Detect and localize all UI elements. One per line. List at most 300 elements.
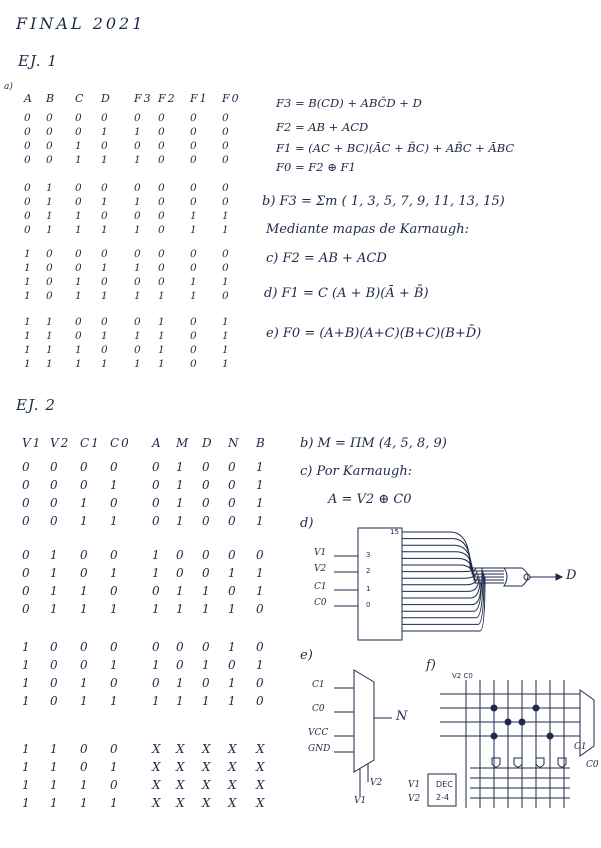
ex1-cell: 1 <box>222 330 229 342</box>
ex1-cell: 0 <box>75 182 82 194</box>
ex2-header-n: N <box>228 436 241 450</box>
ex1-cell: 0 <box>75 196 82 208</box>
ex1-cell: 1 <box>75 154 82 166</box>
ex1-cell: 0 <box>101 210 108 222</box>
ex2-cell: 1 <box>22 640 30 654</box>
ex1-cell: 0 <box>222 140 229 152</box>
ex2-cell: 1 <box>202 694 210 708</box>
ex1-cell: 1 <box>101 196 108 208</box>
ex2-cell: 0 <box>80 742 88 756</box>
ex2-header-c1: C1 <box>80 436 101 450</box>
ex1-cell: 1 <box>46 210 53 222</box>
ex2-cell: 1 <box>50 760 58 774</box>
ex1-cell: 0 <box>134 276 141 288</box>
ex2-cell: X <box>256 760 265 774</box>
ex1-cell: 0 <box>190 358 197 370</box>
ex2-cell: 0 <box>80 640 88 654</box>
ex1-part-c: c) F2 = AB + ACD <box>266 251 387 266</box>
ex2-cell: 0 <box>50 478 58 492</box>
mux-e-sel-v2: V2 <box>370 778 383 788</box>
ex1-cell: 1 <box>46 344 53 356</box>
ex1-cell: 0 <box>101 140 108 152</box>
ex2-cell: 1 <box>256 514 264 528</box>
ex1-header-b: B <box>46 92 57 105</box>
ex1-cell: 0 <box>134 140 141 152</box>
ex2-cell: X <box>152 742 161 756</box>
ex2-cell: 0 <box>80 566 88 580</box>
ex1-cell: 0 <box>190 182 197 194</box>
ex2-header-v2: V2 <box>50 436 71 450</box>
ex1-cell: 0 <box>158 248 165 260</box>
ex2-cell: 0 <box>152 478 160 492</box>
ex2-cell: 1 <box>80 676 88 690</box>
ex1-cell: 1 <box>190 210 197 222</box>
ex2-cell: 1 <box>202 602 210 616</box>
ex1-cell: 1 <box>24 262 31 274</box>
mux-e-input-c1: C1 <box>312 680 325 690</box>
ex1-part-b: b) F3 = Σm ( 1, 3, 5, 7, 9, 11, 13, 15) <box>262 194 505 209</box>
ex2-cell: 1 <box>80 514 88 528</box>
ex2-cell: 1 <box>110 760 118 774</box>
ex1-cell: 1 <box>101 358 108 370</box>
ex2-cell: 1 <box>110 514 118 528</box>
ex1-cell: 1 <box>158 330 165 342</box>
ex1-cell: 0 <box>75 112 82 124</box>
ex1-cell: 1 <box>46 224 53 236</box>
ex2-cell: 1 <box>176 478 184 492</box>
ex2-cell: 1 <box>228 676 236 690</box>
ex1-cell: 0 <box>222 196 229 208</box>
ex1-cell: 1 <box>101 126 108 138</box>
ex2-label: EJ. 2 <box>16 396 56 414</box>
ex1-cell: 0 <box>75 330 82 342</box>
ex2-cell: 1 <box>110 602 118 616</box>
ex2-cell: 0 <box>80 460 88 474</box>
ex2-header-a: A <box>152 436 163 450</box>
ex1-cell: 1 <box>46 358 53 370</box>
pla-and-gate <box>514 758 522 767</box>
ex2-cell: 1 <box>228 640 236 654</box>
ex1-cell: 0 <box>101 316 108 328</box>
page-title: FINAL 2021 <box>16 14 146 33</box>
ex1-header-f3: F3 <box>134 92 153 105</box>
mux-input-v1: V1 <box>314 548 327 558</box>
ex2-cell: 1 <box>152 548 160 562</box>
pla-output-c0: C0 <box>586 760 599 770</box>
ex2-cell: 0 <box>228 478 236 492</box>
ex2-cell: 0 <box>228 658 236 672</box>
ex2-cell: 1 <box>22 796 30 810</box>
ex1-cell: 0 <box>101 276 108 288</box>
mux-pin-3: 3 <box>366 551 371 559</box>
ex2-cell: 1 <box>152 658 160 672</box>
pla-input-v1: V1 <box>408 780 421 790</box>
ex1-cell: 0 <box>134 316 141 328</box>
ex1-cell: 0 <box>46 262 53 274</box>
ex2-cell: 1 <box>176 602 184 616</box>
ex1-cell: 1 <box>46 196 53 208</box>
pla-connection-dot <box>519 719 525 725</box>
ex1-cell: 1 <box>75 224 82 236</box>
mux-pin-15: 15 <box>390 528 399 536</box>
ex2-cell: X <box>228 778 237 792</box>
ex1-cell: 1 <box>75 276 82 288</box>
ex2-cell: 0 <box>152 676 160 690</box>
ex2-cell: 1 <box>80 796 88 810</box>
ex2-cell: 0 <box>152 496 160 510</box>
ex2-cell: 0 <box>152 584 160 598</box>
mux-pin-2: 2 <box>366 567 371 575</box>
ex2-cell: 1 <box>22 676 30 690</box>
ex2-cell: 0 <box>228 548 236 562</box>
ex1-cell: 0 <box>24 154 31 166</box>
ex2-cell: X <box>202 760 211 774</box>
ex2-cell: 0 <box>176 658 184 672</box>
ex1-eq-f3: F3 = B(CD) + ABC̄D + D <box>276 96 422 110</box>
ex1-cell: 0 <box>158 112 165 124</box>
ex2-cell: X <box>202 742 211 756</box>
pla-and-gate <box>492 758 500 767</box>
ex2-cell: 0 <box>152 640 160 654</box>
ex2-cell: 1 <box>80 496 88 510</box>
pla-dec-label: DEC <box>436 780 453 789</box>
ex2-cell: 0 <box>202 514 210 528</box>
ex1-cell: 0 <box>190 262 197 274</box>
ex1-cell: 1 <box>24 276 31 288</box>
ex1-cell: 0 <box>46 154 53 166</box>
pla-connection-dot <box>491 705 497 711</box>
ex2-cell: 0 <box>80 658 88 672</box>
ex2-cell: 1 <box>50 796 58 810</box>
ex1-cell: 1 <box>75 140 82 152</box>
mux-e-sel-v1: V1 <box>354 796 367 806</box>
ex1-cell: 1 <box>46 182 53 194</box>
ex1-cell: 0 <box>158 276 165 288</box>
ex2-cell: X <box>228 742 237 756</box>
ex1-cell: 1 <box>134 290 141 302</box>
pla-connection-dot <box>533 705 539 711</box>
ex2-cell: 1 <box>50 742 58 756</box>
ex2-cell: 0 <box>110 548 118 562</box>
ex2-cell: 1 <box>228 602 236 616</box>
ex1-cell: 1 <box>75 344 82 356</box>
ex2-cell: 0 <box>110 778 118 792</box>
ex1-cell: 0 <box>190 196 197 208</box>
ex2-cell: 0 <box>50 658 58 672</box>
ex2-cell: 1 <box>176 496 184 510</box>
ex2-cell: 1 <box>110 566 118 580</box>
pla-input-v2: V2 <box>408 794 421 804</box>
ex2-cell: 1 <box>110 478 118 492</box>
ex2-cell: 1 <box>80 694 88 708</box>
ex2-cell: 0 <box>152 514 160 528</box>
ex2-cell: 0 <box>256 640 264 654</box>
ex2-cell: X <box>256 778 265 792</box>
ex2-cell: X <box>228 796 237 810</box>
ex1-header-d: D <box>101 92 112 105</box>
ex1-cell: 0 <box>222 248 229 260</box>
ex1-cell: 0 <box>101 112 108 124</box>
ex2-cell: 0 <box>202 496 210 510</box>
mux-input-v2: V2 <box>314 564 327 574</box>
ex1-cell: 0 <box>158 140 165 152</box>
ex1-cell: 1 <box>24 316 31 328</box>
ex1-cell: 1 <box>24 248 31 260</box>
ex1-cell: 0 <box>222 262 229 274</box>
ex2-cell: 1 <box>22 778 30 792</box>
ex2-cell: 0 <box>22 548 30 562</box>
ex1-cell: 0 <box>24 140 31 152</box>
pla-dec-size: 2-4 <box>436 793 450 802</box>
ex2-cell: 1 <box>256 584 264 598</box>
ex2-cell: 0 <box>50 676 58 690</box>
ex2-cell: 1 <box>50 778 58 792</box>
ex1-cell: 1 <box>24 290 31 302</box>
ex1-part-e: e) F0 = (A+B)(A+C)(B+C)(B+D̄) <box>266 326 482 341</box>
ex1-cell: 0 <box>158 262 165 274</box>
mux-e-input-c0: C0 <box>312 704 325 714</box>
ex2-cell: 0 <box>50 694 58 708</box>
ex1-cell: 0 <box>158 224 165 236</box>
ex1-cell: 1 <box>101 290 108 302</box>
ex1-cell: 1 <box>101 262 108 274</box>
ex1-cell: 1 <box>24 330 31 342</box>
ex1-cell: 1 <box>222 358 229 370</box>
ex1-header-c: C <box>75 92 86 105</box>
ex2-cell: 0 <box>22 584 30 598</box>
ex2-cell: 1 <box>176 460 184 474</box>
ex2-cell: 0 <box>228 460 236 474</box>
ex2-cell: 1 <box>256 658 264 672</box>
ex2-cell: 1 <box>110 658 118 672</box>
ex2-cell: 1 <box>176 514 184 528</box>
ex2-cell: 1 <box>256 566 264 580</box>
ex2-cell: 0 <box>50 460 58 474</box>
ex1-cell: 0 <box>190 316 197 328</box>
ex2-cell: 1 <box>80 778 88 792</box>
ex1-cell: 0 <box>134 182 141 194</box>
ex2-cell: 0 <box>202 566 210 580</box>
ex1-cell: 0 <box>101 182 108 194</box>
ex1-cell: 1 <box>190 276 197 288</box>
ex1-cell: 0 <box>222 126 229 138</box>
ex1-header-f1: F1 <box>190 92 209 105</box>
ex2-cell: 0 <box>228 496 236 510</box>
ex2-cell: 1 <box>176 584 184 598</box>
ex2-part-c-eq: A = V2 ⊕ C0 <box>328 492 412 507</box>
ex1-cell: 0 <box>46 112 53 124</box>
ex1-cell: 0 <box>46 276 53 288</box>
ex1-cell: 0 <box>24 224 31 236</box>
mux-output-d: D <box>566 568 577 583</box>
ex2-cell: 1 <box>50 548 58 562</box>
ex2-cell: X <box>256 742 265 756</box>
ex1-cell: 0 <box>222 290 229 302</box>
mux-pin-1: 1 <box>366 585 371 593</box>
pla-connection-dot <box>491 733 497 739</box>
ex2-cell: X <box>202 796 211 810</box>
mux-input-c1: C1 <box>314 582 327 592</box>
ex2-cell: 1 <box>80 602 88 616</box>
ex1-cell: 0 <box>134 112 141 124</box>
ex1-cell: 1 <box>134 196 141 208</box>
pla-output-c1: C1 <box>574 742 587 752</box>
ex2-header-m: M <box>176 436 191 450</box>
ex1-part-d: d) F1 = C (A + B)(Ā + B̄) <box>264 286 429 301</box>
ex1-cell: 1 <box>75 290 82 302</box>
ex1-cell: 1 <box>158 344 165 356</box>
ex1-cell: 0 <box>158 154 165 166</box>
ex2-cell: 1 <box>152 694 160 708</box>
ex1-cell: 1 <box>24 358 31 370</box>
ex2-cell: X <box>176 760 185 774</box>
ex1-cell: 0 <box>158 196 165 208</box>
ex2-cell: 0 <box>202 460 210 474</box>
ex1-header-f2: F2 <box>158 92 177 105</box>
pla-and-gate <box>536 758 544 767</box>
ex1-cell: 1 <box>134 262 141 274</box>
ex2-cell: 0 <box>80 548 88 562</box>
ex2-cell: X <box>256 796 265 810</box>
ex2-part-e-mark: e) <box>300 648 313 663</box>
ex1-cell: 1 <box>101 154 108 166</box>
ex1-cell: 1 <box>101 224 108 236</box>
ex1-cell: 0 <box>190 126 197 138</box>
ex1-cell: 1 <box>158 316 165 328</box>
ex1-cell: 0 <box>134 344 141 356</box>
ex2-cell: 1 <box>22 694 30 708</box>
ex2-cell: 0 <box>202 548 210 562</box>
ex2-cell: 1 <box>176 676 184 690</box>
ex2-cell: 1 <box>152 566 160 580</box>
ex2-cell: X <box>202 778 211 792</box>
ex1-cell: 1 <box>158 358 165 370</box>
ex2-cell: 0 <box>202 478 210 492</box>
ex2-cell: 0 <box>176 640 184 654</box>
ex2-cell: X <box>176 778 185 792</box>
ex1-cell: 1 <box>222 276 229 288</box>
ex2-part-b: b) M = ΠM (4, 5, 8, 9) <box>300 436 447 451</box>
ex2-cell: 0 <box>50 514 58 528</box>
ex2-cell: 1 <box>152 602 160 616</box>
ex2-cell: 0 <box>80 760 88 774</box>
ex2-cell: 0 <box>110 676 118 690</box>
ex2-header-c0: C0 <box>110 436 131 450</box>
ex1-cell: 1 <box>158 290 165 302</box>
ex2-header-v1: V1 <box>22 436 43 450</box>
ex1-cell: 0 <box>46 248 53 260</box>
ex2-cell: 0 <box>80 478 88 492</box>
ex1-eq-f2: F2 = AB + ACD <box>276 120 369 134</box>
ex2-cell: 0 <box>110 584 118 598</box>
ex1-eq-f1: F1 = (AC + BC)(ĀC + B̄C) + AB̄C + ĀBC <box>276 141 515 155</box>
ex2-cell: 1 <box>80 584 88 598</box>
mux-e-input-gnd: GND <box>308 744 331 754</box>
pla-and-gate <box>558 758 566 767</box>
ex1-cell: 1 <box>46 330 53 342</box>
ex1-part-b-note: Mediante mapas de Karnaugh: <box>266 222 470 237</box>
ex2-cell: 1 <box>22 760 30 774</box>
ex2-cell: 1 <box>50 566 58 580</box>
ex2-part-c: c) Por Karnaugh: <box>300 464 413 479</box>
ex1-cell: 0 <box>190 112 197 124</box>
ex2-cell: 1 <box>22 658 30 672</box>
ex1-cell: 0 <box>75 248 82 260</box>
ex2-cell: 1 <box>228 566 236 580</box>
ex1-header-a: A <box>24 92 34 105</box>
ex1-cell: 1 <box>222 316 229 328</box>
ex2-cell: 0 <box>50 640 58 654</box>
ex1-cell: 1 <box>134 126 141 138</box>
ex1-cell: 1 <box>134 358 141 370</box>
ex2-cell: 0 <box>256 602 264 616</box>
ex2-cell: X <box>176 742 185 756</box>
ex2-cell: 0 <box>22 514 30 528</box>
ex2-cell: 0 <box>202 676 210 690</box>
ex1-cell: 0 <box>190 154 197 166</box>
ex2-cell: 0 <box>152 460 160 474</box>
ex2-cell: 0 <box>110 742 118 756</box>
mux-input-c0: C0 <box>314 598 327 608</box>
ex1-cell: 0 <box>75 316 82 328</box>
ex2-cell: 1 <box>176 694 184 708</box>
ex2-cell: 0 <box>22 478 30 492</box>
ex2-cell: 0 <box>22 496 30 510</box>
ex1-part-a-mark: a) <box>4 82 13 92</box>
ex2-cell: X <box>152 778 161 792</box>
ex1-cell: 0 <box>46 126 53 138</box>
mux-e-input-vcc: VCC <box>308 728 329 738</box>
ex1-cell: 1 <box>46 316 53 328</box>
ex1-cell: 0 <box>24 196 31 208</box>
ex2-cell: 0 <box>256 548 264 562</box>
ex1-header-f0: F0 <box>222 92 241 105</box>
ex2-cell: 1 <box>110 694 118 708</box>
ex2-cell: 0 <box>110 640 118 654</box>
ex1-cell: 0 <box>190 248 197 260</box>
ex2-cell: 0 <box>176 566 184 580</box>
ex2-cell: 1 <box>22 742 30 756</box>
ex1-cell: 1 <box>101 330 108 342</box>
ex1-cell: 0 <box>24 126 31 138</box>
ex1-cell: 1 <box>222 210 229 222</box>
ex1-cell: 1 <box>134 224 141 236</box>
ex2-cell: 0 <box>202 640 210 654</box>
pla-connection-dot <box>505 719 511 725</box>
ex2-part-f-mark: f) <box>426 658 436 673</box>
pla-connection-dot <box>547 733 553 739</box>
ex1-cell: 1 <box>222 344 229 356</box>
ex1-cell: 0 <box>222 112 229 124</box>
ex2-cell: 1 <box>202 584 210 598</box>
ex2-cell: 0 <box>110 460 118 474</box>
ex2-cell: 0 <box>176 548 184 562</box>
ex1-cell: 0 <box>190 330 197 342</box>
ex2-cell: 1 <box>256 496 264 510</box>
ex1-cell: 1 <box>134 330 141 342</box>
mux-e-output-n: N <box>396 709 408 724</box>
ex1-cell: 1 <box>134 154 141 166</box>
ex1-eq-f0: F0 = F2 ⊕ F1 <box>276 160 356 174</box>
ex1-cell: 0 <box>158 126 165 138</box>
ex1-cell: 0 <box>24 182 31 194</box>
ex2-cell: 0 <box>228 514 236 528</box>
ex1-cell: 1 <box>24 344 31 356</box>
ex1-cell: 0 <box>190 140 197 152</box>
ex2-cell: 0 <box>22 566 30 580</box>
ex1-cell: 1 <box>190 290 197 302</box>
ex1-cell: 1 <box>222 224 229 236</box>
